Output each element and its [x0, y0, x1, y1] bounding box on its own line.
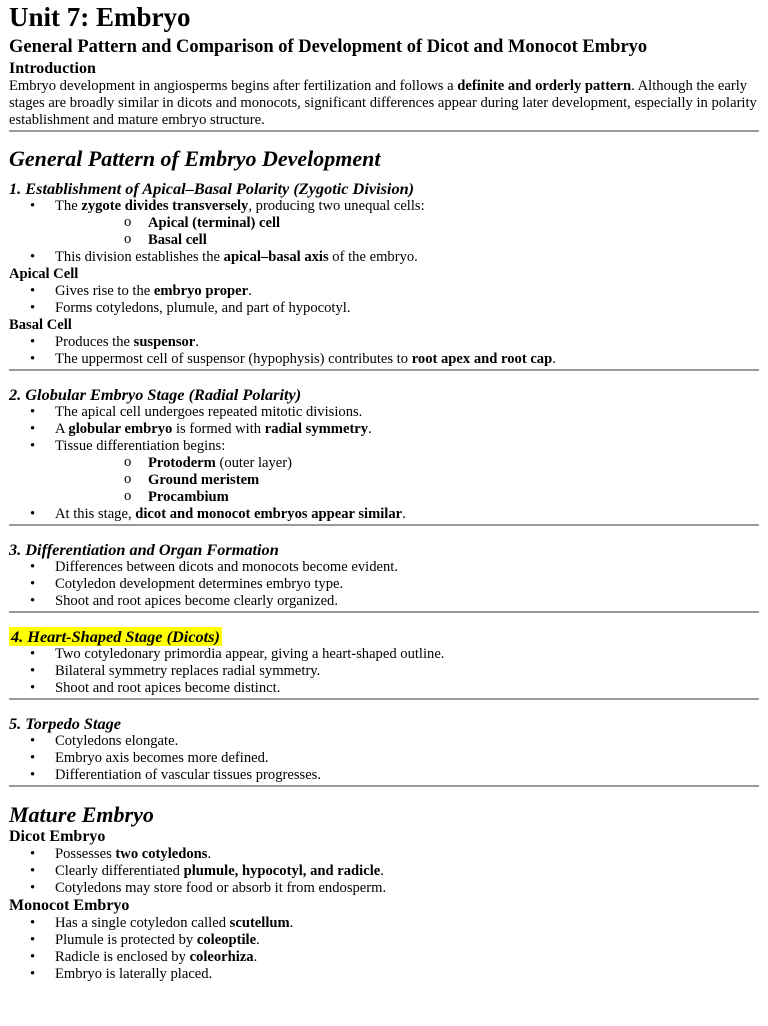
general-pattern-heading: General Pattern of Embryo Development — [9, 146, 381, 171]
stage-3-list — [9, 559, 759, 610]
apical-cell-label: Apical Cell — [9, 266, 79, 282]
page-subtitle: General Pattern and Comparison of Development of Dicot and Monocot Embryo — [9, 37, 648, 57]
basal-cell-label: Basal Cell — [9, 317, 72, 333]
basal-cell-list — [9, 334, 759, 368]
dicot-list — [9, 846, 759, 897]
list-item: o Protoderm (outer layer) — [55, 455, 759, 472]
intro-paragraph: Embryo development in angiosperms begins after fertilization and follows a definite and orderly pattern. Although the early stages are broadly similar in dicots and monocots, significant differences appear during later development, especially in polarity establishment and mature embryo structure. — [9, 78, 757, 128]
document-page — [0, 2, 768, 983]
list-item: o Ground meristem — [55, 472, 759, 489]
sub-list — [55, 215, 759, 249]
divider — [9, 130, 759, 132]
stage-3-heading: 3. Differentiation and Organ Formation — [9, 540, 279, 559]
stage-4-list — [9, 646, 759, 697]
list-item: • Differentiation of vascular tissues progresses. — [9, 767, 759, 784]
list-item: • Produces the suspensor. — [9, 334, 759, 351]
stage-4-heading — [9, 627, 759, 646]
list-item: • The apical cell undergoes repeated mitotic divisions. — [9, 404, 759, 421]
stage-2-list — [9, 404, 759, 523]
list-item: • Tissue differentiation begins: o Protoderm (outer layer) o Ground meristem o Procambium — [9, 438, 759, 506]
list-item: o Apical (terminal) cell — [55, 215, 759, 232]
list-item: o Basal cell — [55, 232, 759, 249]
list-item: • The zygote divides transversely, producing two unequal cells: o Apical (terminal) cell o Basal cell — [9, 198, 759, 249]
divider — [9, 611, 759, 613]
list-item: • Forms cotyledons, plumule, and part of hypocotyl. — [9, 300, 759, 317]
list-item: o Procambium — [55, 489, 759, 506]
stage-1-heading: 1. Establishment of Apical–Basal Polarity (Zygotic Division) — [9, 179, 415, 198]
stage-5-list — [9, 733, 759, 784]
list-item: • Embryo is laterally placed. — [9, 966, 759, 983]
mature-embryo-heading: Mature Embryo — [9, 802, 154, 827]
stage-5-heading: 5. Torpedo Stage — [9, 714, 122, 733]
list-item: • Shoot and root apices become clearly organized. — [9, 593, 759, 610]
divider — [9, 369, 759, 371]
monocot-embryo-heading: Monocot Embryo — [9, 897, 130, 914]
apical-cell-list — [9, 283, 759, 317]
list-item: • Shoot and root apices become distinct. — [9, 680, 759, 697]
list-item: • Cotyledons elongate. — [9, 733, 759, 750]
divider — [9, 785, 759, 787]
sub-list — [55, 455, 759, 506]
list-item: • The uppermost cell of suspensor (hypophysis) contributes to root apex and root cap. — [9, 351, 759, 368]
highlight: 4. Heart-Shaped Stage (Dicots) — [11, 627, 220, 646]
list-item: • Embryo axis becomes more defined. — [9, 750, 759, 767]
list-item: • At this stage, dicot and monocot embryos appear similar. — [9, 506, 759, 523]
monocot-list — [9, 915, 759, 983]
stage-2-heading: 2. Globular Embryo Stage (Radial Polarity) — [9, 385, 302, 404]
list-item: • Plumule is protected by coleoptile. — [9, 932, 759, 949]
intro-heading: Introduction — [9, 60, 96, 77]
stage-1-list — [9, 198, 759, 266]
list-item: • Possesses two cotyledons. — [9, 846, 759, 863]
list-item: • Radicle is enclosed by coleorhiza. — [9, 949, 759, 966]
page-title: Unit 7: Embryo — [9, 2, 191, 32]
list-item: • A globular embryo is formed with radial symmetry. — [9, 421, 759, 438]
divider — [9, 698, 759, 700]
list-item: • Gives rise to the embryo proper. — [9, 283, 759, 300]
divider — [9, 524, 759, 526]
dicot-embryo-heading: Dicot Embryo — [9, 828, 106, 845]
list-item: • Clearly differentiated plumule, hypocotyl, and radicle. — [9, 863, 759, 880]
list-item: • Has a single cotyledon called scutellum. — [9, 915, 759, 932]
list-item: • This division establishes the apical–basal axis of the embryo. — [9, 249, 759, 266]
list-item: • Bilateral symmetry replaces radial symmetry. — [9, 663, 759, 680]
list-item: • Cotyledons may store food or absorb it from endosperm. — [9, 880, 759, 897]
list-item: • Two cotyledonary primordia appear, giving a heart-shaped outline. — [9, 646, 759, 663]
list-item: • Differences between dicots and monocots become evident. — [9, 559, 759, 576]
list-item: • Cotyledon development determines embryo type. — [9, 576, 759, 593]
